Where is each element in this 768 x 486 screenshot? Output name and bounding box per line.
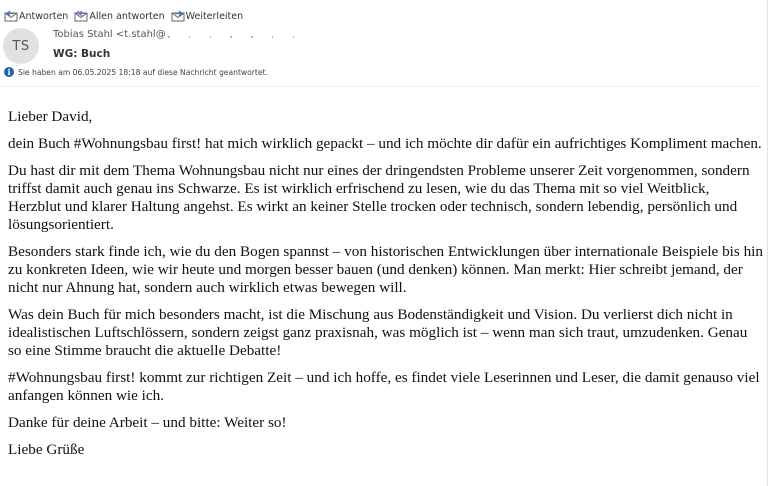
reply-button[interactable] xyxy=(4,10,68,22)
header-divider xyxy=(0,86,758,87)
reply-all-button[interactable] xyxy=(74,10,164,22)
body-paragraph: dein Buch #Wohnungsbau first! hat mich wirklich gepackt – und ich möchte dir dafür ein aufrichtiges Kompliment machen. xyxy=(8,135,762,152)
body-paragraph: Lieber David, xyxy=(8,108,93,125)
sender-address[interactable]: Tobias Stahl <t.stahl@ xyxy=(53,29,166,40)
message-subject: WG: Buch xyxy=(53,48,111,60)
forward-label: Weiterleiten xyxy=(185,10,244,22)
info-icon: i xyxy=(4,67,14,77)
avatar: TS xyxy=(3,28,39,64)
body-paragraph: Du hast dir mit dem Thema Wohnungsbau nicht nur eines der dringendsten Probleme unserer Zeit vorgenommen, sondern triffst damit auch genau ins Schwarze. Es ist wirklich erfrischend zu lesen, wie du das Thema mit so viel Weitblick, Herzblut und klarer Haltung angehst. Es wirkt an keiner Stelle trocken oder technisch, sondern lebendig, persönlich und lösungsorientiert. xyxy=(8,162,750,233)
body-paragraph: Besonders stark finde ich, wie du den Bogen spannst – von historischen Entwicklungen über internationale Beispiele bis hin zu konkreten Ideen, wie wir heute und morgen besser bauen (und denken) können. Man merkt: Hier schreibt jemand, der nicht nur Ahnung hat, sondern auch wirklich etwas bewegen will. xyxy=(8,243,763,296)
reply-all-icon xyxy=(74,10,88,22)
reply-info-text: Sie haben am 06.05.2025 18:18 auf diese Nachricht geantwortet. xyxy=(18,67,268,77)
forward-button[interactable] xyxy=(171,10,244,22)
reply-all-label: Allen antworten xyxy=(89,10,165,22)
redaction-dots xyxy=(168,34,294,40)
message-toolbar xyxy=(4,8,249,24)
reply-label: Antworten xyxy=(19,10,69,22)
reply-icon xyxy=(4,10,18,22)
forward-icon xyxy=(171,10,185,22)
message-body xyxy=(8,108,764,468)
reply-info-bar xyxy=(4,67,268,77)
body-paragraph: Was dein Buch für mich besonders macht, ist die Mischung aus Bodenständigkeit und Vision. Du verlierst dich nicht in idealistischen Luftschlössern, sondern zeigst ganz praxisnah, was möglich ist – wenn man sich traut, umzudenken. Genau so eine Stimme braucht die aktuelle Debatte! xyxy=(8,306,748,359)
body-paragraph: #Wohnungsbau first! kommt zur richtigen Zeit – und ich hoffe, es findet viele Leserinnen und Leser, die damit genauso viel anfangen können wie ich. xyxy=(8,369,760,404)
body-paragraph: Danke für deine Arbeit – und bitte: Weiter so! xyxy=(8,414,287,431)
body-paragraph: Liebe Grüße xyxy=(8,441,85,458)
